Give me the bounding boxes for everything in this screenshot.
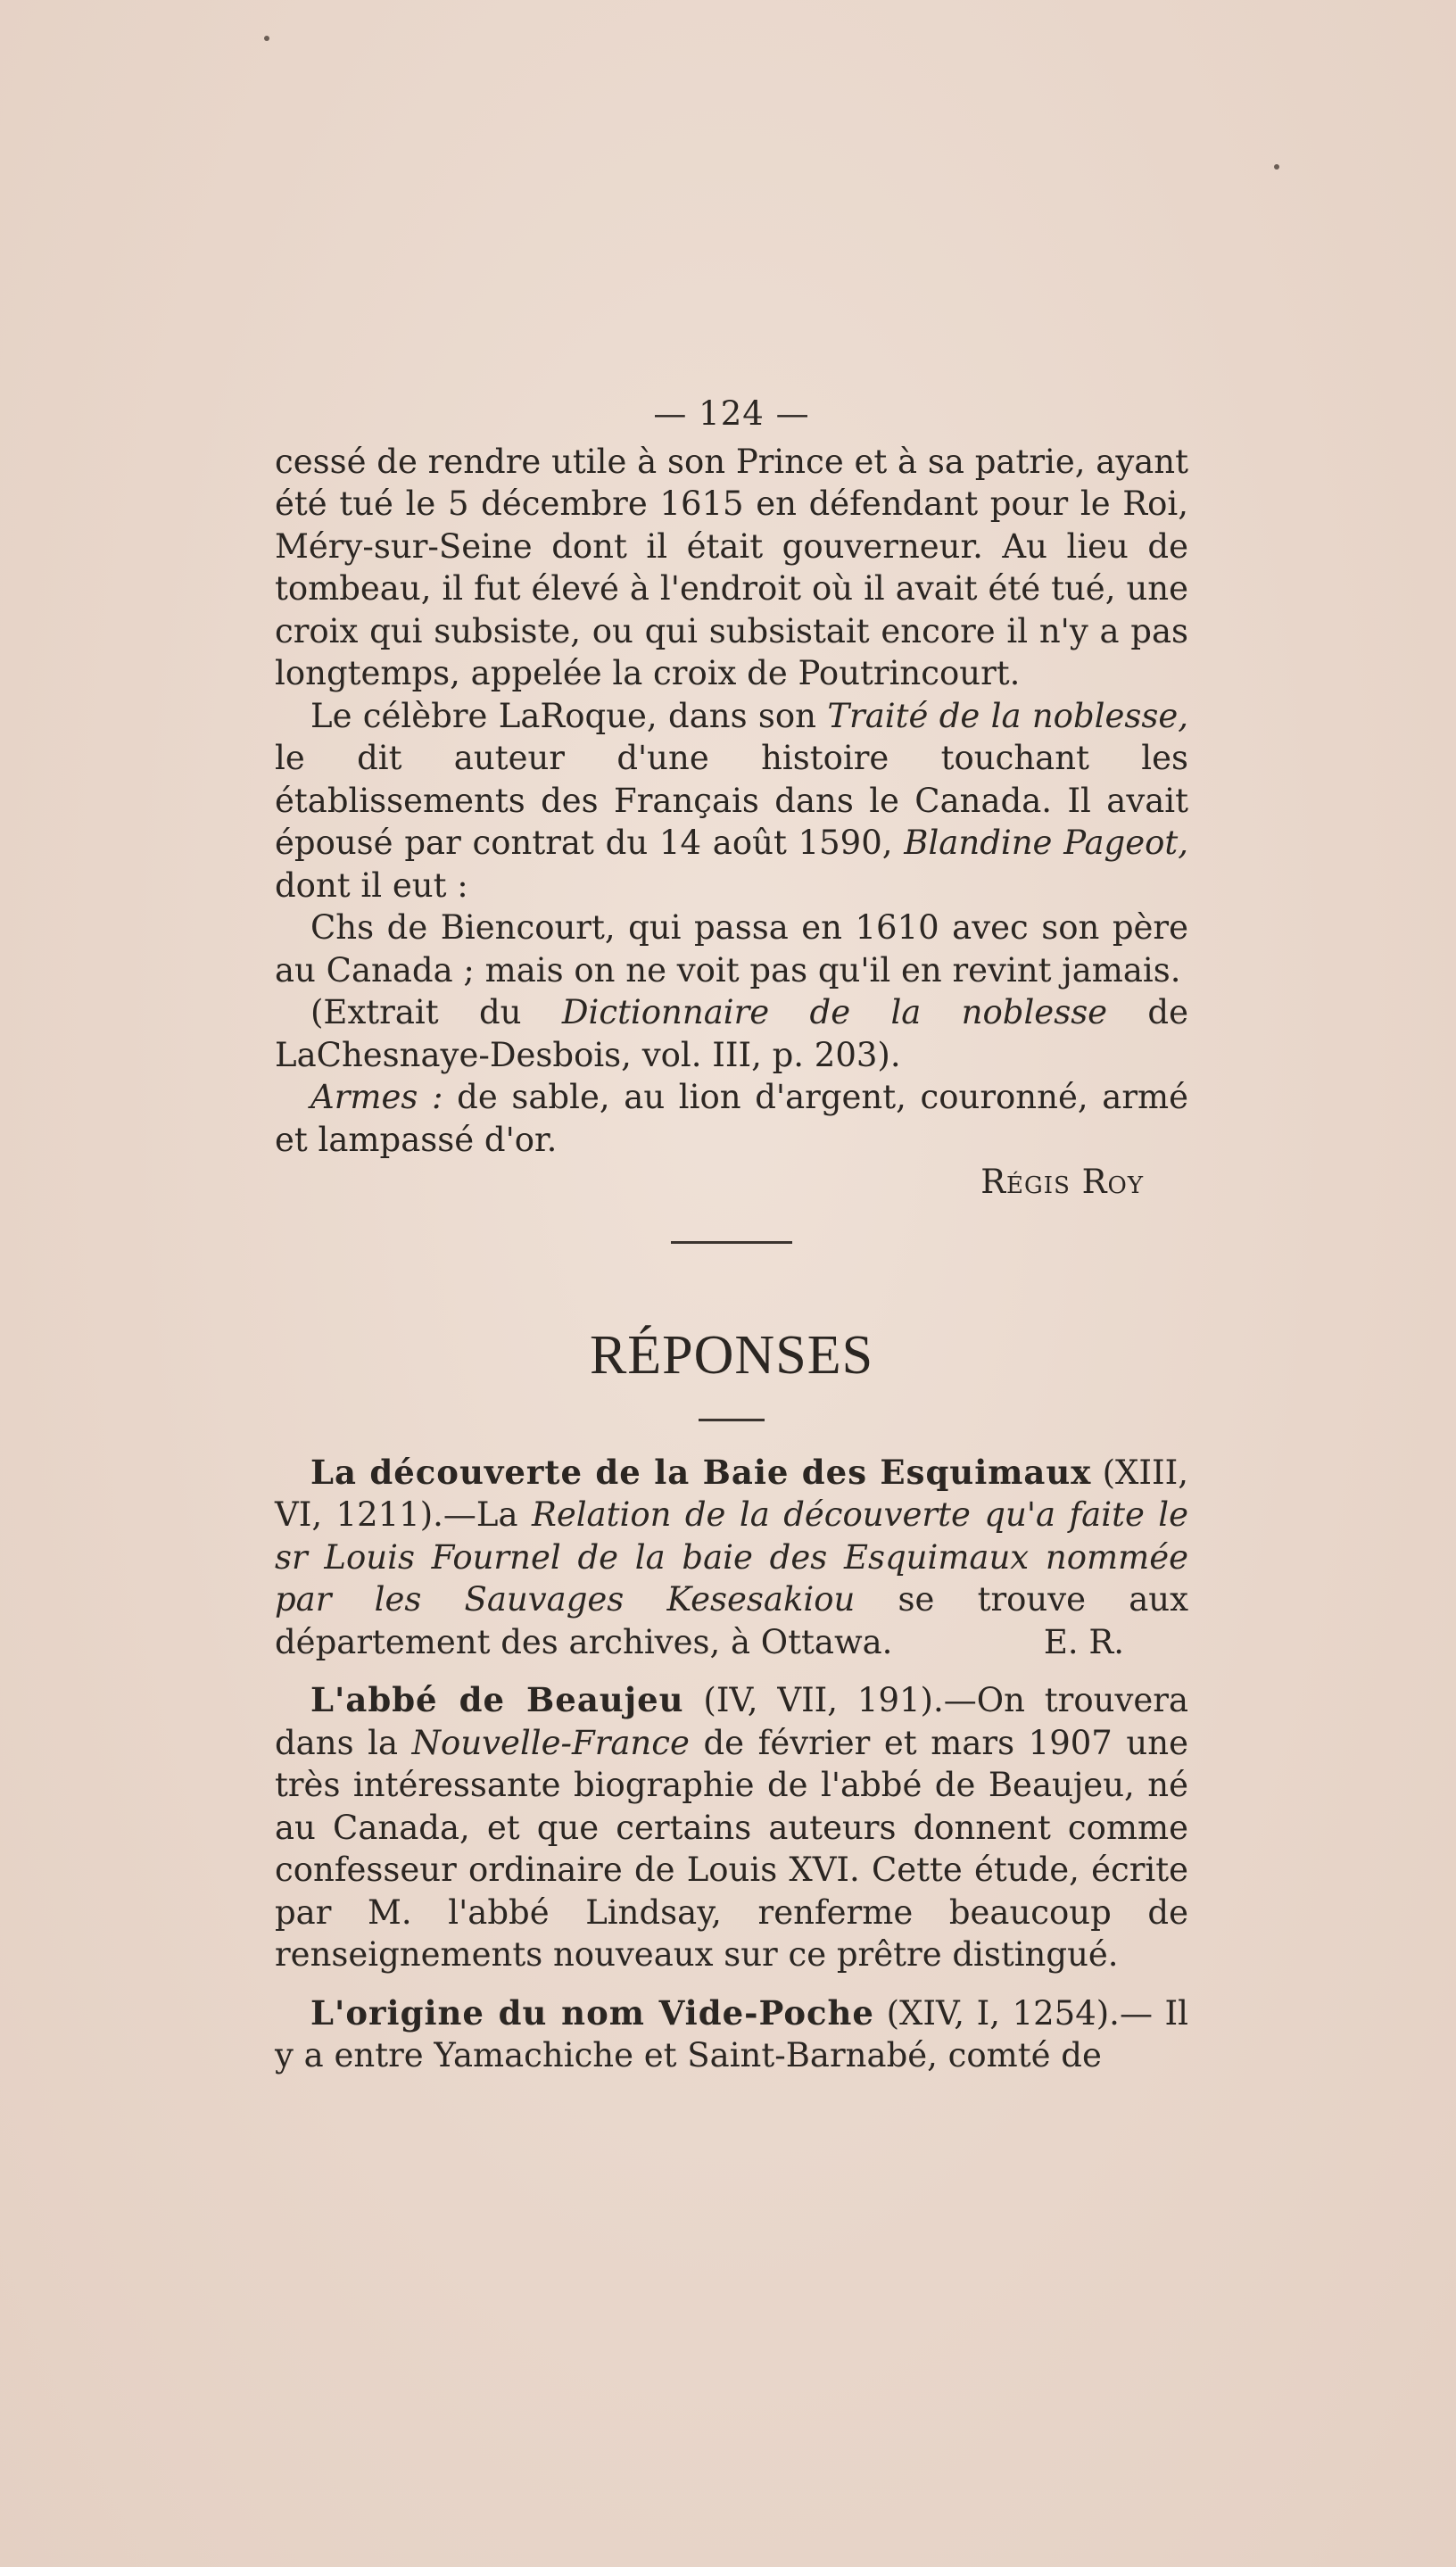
paragraph-continuation: cessé de rendre utile à son Prince et à sa patrie, ayant été tué le 5 décembre 1615 en défendant pour le Roi, Méry-sur-Seine dont il était gouverneur. Au lieu de tombeau, il fut élevé à l'endroit où il avait été tué, une croix qui subsiste, ou qui subsistait encore il n'y a pas longtemps, appelée la croix de Poutrincourt.	[275, 442, 1188, 692]
text-run: (XIII, VI, 1211).—La	[275, 1453, 1188, 1534]
heading-underline	[699, 1419, 765, 1421]
text-run: (IV, VII, 191).—On trouvera dans la	[275, 1681, 1188, 1762]
page-number: — 124 —	[653, 394, 810, 433]
entry-esquimaux	[275, 1452, 1188, 1664]
section-divider	[671, 1241, 792, 1244]
paragraph-armes	[275, 1076, 1188, 1161]
text-run: dont il eut :	[275, 865, 468, 905]
entry-title: L'origine du nom Vide-Poche	[310, 1992, 874, 2033]
paper-speck	[1274, 164, 1279, 170]
entry-signature: E. R.	[1043, 1622, 1124, 1661]
book-title: Traité de la noblesse,	[827, 696, 1188, 735]
document-title: Relation de la découverte qu'a faite le sr Louis Fournel de la baie des Esquimaux nommée par les Sauvages Kesesakiou	[275, 1495, 1189, 1619]
section-heading: RÉPONSES	[589, 1324, 874, 1386]
text-run: le dit auteur d'une histoire touchant les établissements des Français dans le Canada. Il avait épousé par contrat du 14 août 1590,	[275, 739, 1188, 862]
page-content	[275, 393, 1188, 2093]
text-run: de février et mars 1907 une très intéressante biographie de l'abbé de Beaujeu, né au Canada, et que certains auteurs donnent comme confesseur ordinaire de Louis XVI. Cette étude, écrite par M. l'abbé Lindsay, renferme beaucoup de renseignements nouveaux sur ce prêtre distingué.	[275, 1723, 1188, 1974]
periodical-title: Nouvelle-France	[411, 1723, 690, 1762]
paragraph-extrait	[275, 991, 1188, 1076]
person-name: Blandine Pageot,	[904, 824, 1188, 862]
paper-speck	[264, 36, 269, 41]
paragraph-biencourt: Chs de Biencourt, qui passa en 1610 avec son père au Canada ; mais on ne voit pas qu'il en revint jamais.	[275, 908, 1188, 990]
armes-label: Armes :	[310, 1078, 443, 1116]
signature-regis-roy: Régis Roy	[980, 1163, 1144, 1201]
entry-beaujeu	[275, 1679, 1188, 1976]
text-run: se trouve aux département des archives, à Ottawa.	[275, 1580, 1188, 1661]
text-run: (Extrait du	[310, 993, 562, 1031]
entry-title: L'abbé de Beaujeu	[310, 1680, 684, 1719]
text-run: (XIV, I, 1254).— Il y a entre Yamachiche et Saint-Barnabé, comté de	[275, 1993, 1188, 2074]
entry-vide-poche	[275, 1992, 1188, 2077]
text-run: Le célèbre LaRoque, dans son	[310, 696, 828, 735]
paragraph-laroque	[275, 695, 1188, 907]
book-title: Dictionnaire de la noblesse	[561, 993, 1108, 1031]
text-run: de LaChesnaye-Desbois, vol. III, p. 203).	[275, 993, 1189, 1074]
text-run: de sable, au lion d'argent, couronné, armé et lampassé d'or.	[275, 1078, 1188, 1159]
entry-title: La découverte de la Baie des Esquimaux	[310, 1452, 1092, 1492]
